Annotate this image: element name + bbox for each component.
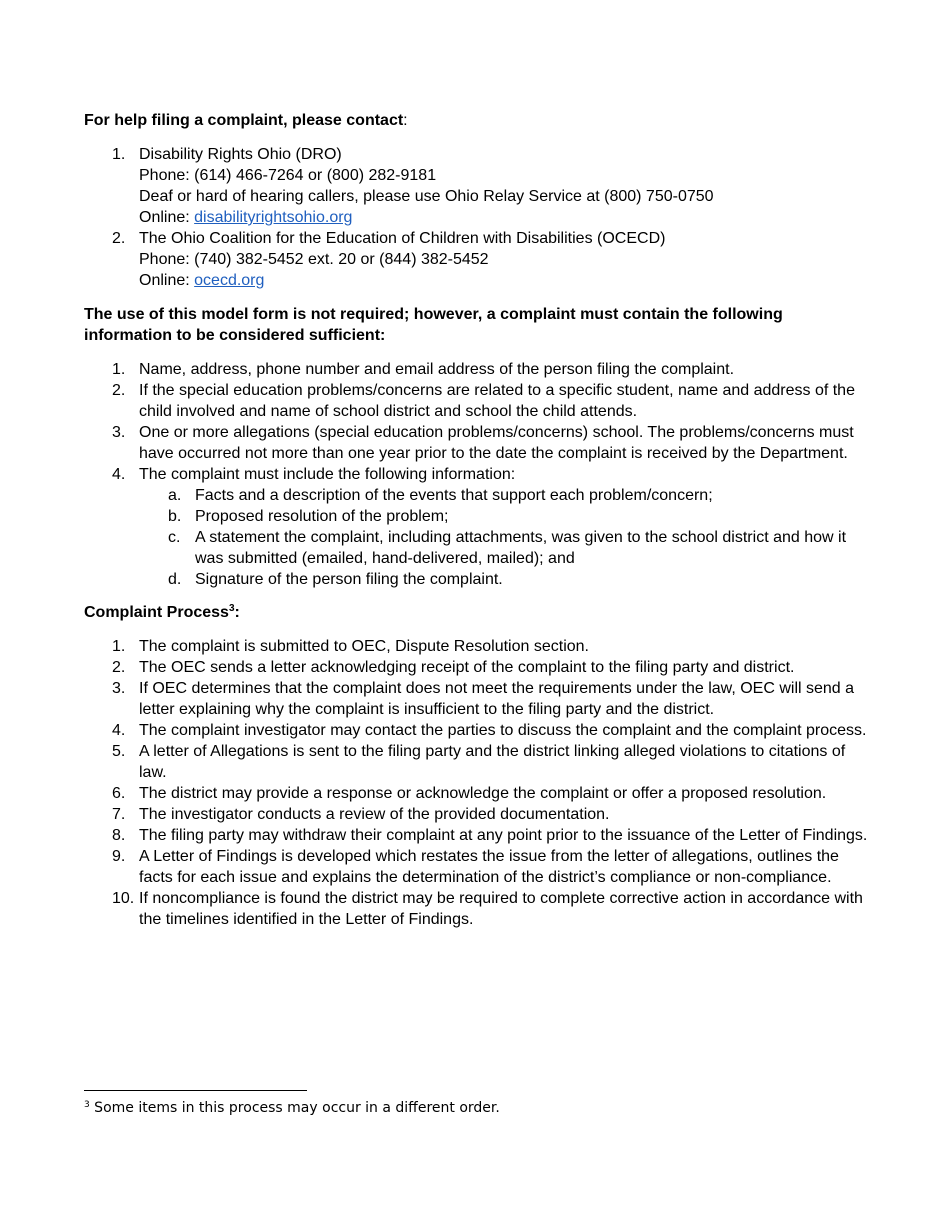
process-heading: Complaint Process$^3$: <box>84 603 240 621</box>
contact-name: The Ohio Coalition for the Education of Children with Disabilities (OCECD) <box>139 230 666 247</box>
list-item: 3. If OEC determines that the complaint does not meet the requirements under the law, OEC will send a letter explaining why the complaint is insufficient to the filing party and the district. <box>112 680 855 718</box>
sub-list-item: d. Signature of the person filing the complaint. <box>168 571 503 588</box>
process-steps-list <box>84 636 874 930</box>
list-item: 10. If noncompliance is found the district may be required to complete corrective action in accordance with the timelines identified in the Letter of Findings. <box>112 890 863 928</box>
list-item: 8. The filing party may withdraw their complaint at any point prior to the issuance of the Letter of Findings. <box>112 827 868 844</box>
contact-name: Disability Rights Ohio (DRO) <box>139 146 342 163</box>
requirements-heading: The use of this model form is not required; however, a complaint must contain the following information to be considered sufficient: <box>84 306 783 344</box>
list-item: 2. If the special education problems/concerns are related to a specific student, name and address of the child involved and name of school district and school the child attends. <box>112 382 855 420</box>
contact-item-dro: 1. Disability Rights Ohio (DRO) Phone: (614) 466-7264 or (800) 282-9181 Deaf or hard of hearing callers, please use Ohio Relay Service at (800) 750-0750 Online: disabilityrightsohio.org <box>84 144 874 228</box>
footnote: $^3$ Some items in this process may occur in a different order. <box>84 1100 500 1116</box>
contact-item-ocecd: 2. The Ohio Coalition for the Education of Children with Disabilities (OCECD) Phone: (740) 382-5452 ext. 20 or (844) 382-5452 Online: ocecd.org <box>84 228 874 291</box>
help-heading: For help filing a complaint, please contact: <box>84 112 408 129</box>
requirements-sublist <box>139 485 874 590</box>
list-item: 6. The district may provide a response or acknowledge the complaint or offer a proposed resolution. <box>112 785 827 802</box>
requirements-list <box>84 359 874 590</box>
list-item: 2. The OEC sends a letter acknowledging receipt of the complaint to the filing party and district. <box>112 659 795 676</box>
list-item: 4. The complaint must include the following information: a. Facts and a description of the events that support each problem/concern; b. Proposed resolution of the problem; c. A statement the complaint, including attachments, was given to the school district and how it was submitted (emailed, hand-delivered, mailed); and d. Signature of the person filing the complaint. <box>84 464 874 590</box>
list-item: 7. The investigator conducts a review of the provided documentation. <box>112 806 610 823</box>
list-item: 1. Name, address, phone number and email address of the person filing the complaint. <box>112 361 735 378</box>
contact-online: Online: ocecd.org <box>139 272 265 289</box>
sub-list-item: a. Facts and a description of the events that support each problem/concern; <box>168 487 713 504</box>
contact-relay: Deaf or hard of hearing callers, please use Ohio Relay Service at (800) 750-0750 <box>139 188 714 205</box>
list-item: 3. One or more allegations (special education problems/concerns) school. The problems/concerns must have occurred not more than one year prior to the date the complaint is received by the Department. <box>112 424 854 462</box>
contact-phone: Phone: (614) 466-7264 or (800) 282-9181 <box>139 167 437 184</box>
document-page <box>84 110 874 930</box>
ocecd-website-link[interactable]: ocecd.org <box>194 272 265 289</box>
footnote-reference[interactable]: 3 <box>228 603 235 614</box>
list-item: 4. The complaint investigator may contact the parties to discuss the complaint and the complaint process. <box>112 722 867 739</box>
contact-list <box>84 144 874 291</box>
footnote-separator <box>84 1090 307 1091</box>
contact-online: Online: disabilityrightsohio.org <box>139 209 353 226</box>
list-item: 1. The complaint is submitted to OEC, Dispute Resolution section. <box>112 638 589 655</box>
sub-list-item: b. Proposed resolution of the problem; <box>168 508 449 525</box>
contact-phone: Phone: (740) 382-5452 ext. 20 or (844) 382-5452 <box>139 251 489 268</box>
list-item: 9. A Letter of Findings is developed which restates the issue from the letter of allegations, outlines the facts for each issue and explains the determination of the district’s compliance or non-compliance. <box>112 848 839 886</box>
list-item: 5. A letter of Allegations is sent to the filing party and the district linking alleged violations to citations of law. <box>112 743 846 781</box>
dro-website-link[interactable]: disabilityrightsohio.org <box>194 209 353 226</box>
sub-list-item: c. A statement the complaint, including attachments, was given to the school district and how it was submitted (emailed, hand-delivered, mailed); and <box>168 529 847 567</box>
